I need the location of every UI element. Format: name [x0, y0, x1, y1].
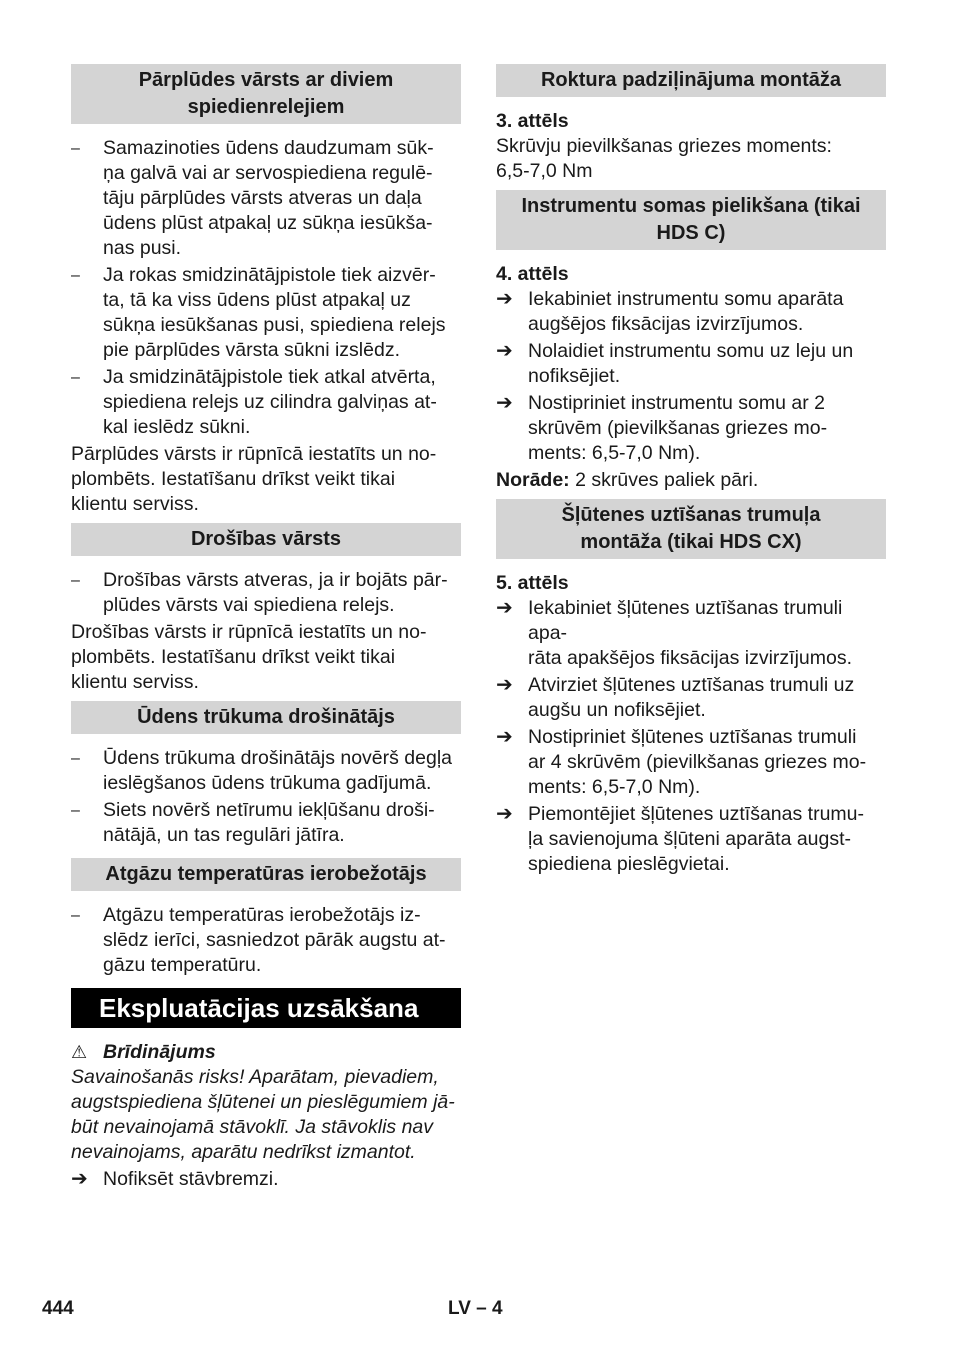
list-item — [496, 391, 886, 466]
list-item — [496, 596, 886, 671]
figure-reference: 5. attēls — [496, 572, 569, 594]
list-item-text: Samazinoties ūdens daudzumam sūk- ņa galvā vai ar servospiediena regulē- tāju pārplūdes vārsts atveras un daļa ūdens plūst atpakaļ uz sūkņa iesūkša- nas pusi. — [103, 137, 434, 259]
paragraph: Pārplūdes vārsts ir rūpnīcā iestatīts un no- plombēts. Iestatīšanu drīkst veikt tikai klientu serviss. — [71, 443, 437, 515]
section-heading-handle-recess: Roktura padziļinājuma montāža — [496, 64, 886, 97]
dash-marker: – — [71, 907, 80, 924]
list-item-text: Ūdens trūkuma drošinātājs novērš degļa ieslēgšanos ūdens trūkuma gadījumā. — [103, 747, 453, 794]
list-item-text: Nolaidiet instrumentu somu uz leju un nofiksējiet. — [528, 340, 854, 387]
list-item — [496, 673, 886, 723]
section-heading-overflow-valve: Pārplūdes vārsts ar diviem spiedienrelejiem — [71, 64, 461, 124]
right-column — [496, 64, 886, 879]
arrow-right-icon: ➔ — [496, 340, 513, 362]
arrow-right-icon: ➔ — [496, 392, 513, 414]
list-item-text: Atvirziet šļūtenes uztīšanas trumuli uz augšu un nofiksējiet. — [528, 674, 855, 721]
figure-reference: 3. attēls — [496, 110, 569, 132]
arrow-right-icon: ➔ — [496, 288, 513, 310]
section-heading-safety-valve: Drošības vārsts — [71, 523, 461, 556]
page-number: 444 — [42, 1298, 74, 1319]
list-item-text: Atgāzu temperatūras ierobežotājs iz- slēdz ierīci, sasniedzot pārāk augstu at- gāzu temperatūru. — [103, 904, 446, 976]
arrow-right-icon: ➔ — [496, 803, 513, 825]
page-language-label — [448, 1296, 503, 1321]
dash-marker: – — [71, 369, 80, 386]
list-item — [71, 1167, 461, 1192]
figure-reference: 4. attēls — [496, 263, 569, 285]
left-column — [71, 64, 461, 1194]
arrow-right-icon: ➔ — [71, 1168, 88, 1190]
section-heading-water-shortage-fuse: Ūdens trūkuma drošinātājs — [71, 701, 461, 734]
list-item-text: Nofiksēt stāvbremzi. — [103, 1168, 279, 1190]
list-item — [71, 746, 461, 796]
list-item — [71, 136, 461, 261]
list-item — [71, 568, 461, 618]
arrow-right-icon: ➔ — [496, 726, 513, 748]
warning-label: Brīdinājums — [103, 1041, 216, 1063]
section-heading-tool-bag: Instrumentu somas pielikšana (tikai HDS C) — [496, 190, 886, 250]
arrow-right-icon: ➔ — [496, 597, 513, 619]
paragraph: Drošības vārsts ir rūpnīcā iestatīts un no- plombēts. Iestatīšanu drīkst veikt tikai klientu serviss. — [71, 621, 427, 693]
list-item — [496, 287, 886, 337]
list-item-text: Drošības vārsts atveras, ja ir bojāts pār- plūdes vārsts vai spiediena relejs. — [103, 569, 448, 616]
sub-page-number: 4 — [492, 1298, 503, 1319]
list-item — [71, 798, 461, 848]
list-item-text: Piemontējiet šļūtenes uztīšanas trumu- ļa savienojuma šļūteni aparāta augst- spiediena pieslēgvietai. — [528, 803, 864, 875]
note-label: Norāde: — [496, 469, 570, 491]
list-item-text: Iekabiniet instrumentu somu aparāta augšējos fiksācijas izvirzījumos. — [528, 288, 844, 335]
list-item-text: Ja rokas smidzinātājpistole tiek aizvēr- ta, tā ka viss ūdens plūst atpakaļ uz sūkņa iesūkšanas pusi, spiediena relejs pie pārplūdes vārsta sūkni izslēdz. — [103, 264, 446, 361]
list-item — [496, 802, 886, 877]
language-code: LV — [448, 1298, 471, 1319]
list-item — [496, 725, 886, 800]
section-heading-hose-reel: Šļūtenes uztīšanas trumuļa montāža (tikai HDS CX) — [496, 499, 886, 559]
list-item — [71, 263, 461, 363]
list-item-text: Iekabiniet šļūtenes uztīšanas trumuli apa- rāta apakšējos fiksācijas izvirzījumos. — [528, 597, 853, 669]
arrow-right-icon: ➔ — [496, 674, 513, 696]
dash-marker: – — [71, 802, 80, 819]
list-item-text: Ja smidzinātājpistole tiek atkal atvērta, spiediena relejs uz cilindra galviņas at- kal ieslēdz sūkni. — [103, 366, 437, 438]
note — [496, 468, 886, 493]
warning-heading — [71, 1040, 461, 1065]
chapter-heading-start-up: Ekspluatācijas uzsākšana — [71, 988, 461, 1028]
dash-marker: – — [71, 750, 80, 767]
list-item-text: Nostipriniet instrumentu somu ar 2 skrūvēm (pievilkšanas griezes mo- ments: 6,5-7,0 Nm). — [528, 392, 828, 464]
list-item — [71, 365, 461, 440]
list-item — [496, 339, 886, 389]
list-item-text: Siets novērš netīrumu iekļūšanu droši- nātājā, un tas regulāri jātīra. — [103, 799, 435, 846]
dash-marker: – — [71, 140, 80, 157]
section-heading-exhaust-temp-limiter: Atgāzu temperatūras ierobežotājs — [71, 858, 461, 891]
list-item — [71, 903, 461, 978]
note-text: 2 skrūves paliek pāri. — [569, 469, 759, 491]
separator: – — [470, 1298, 492, 1319]
dash-marker: – — [71, 572, 80, 589]
list-item-text: Nostipriniet šļūtenes uztīšanas trumuli ar 4 skrūvēm (pievilkšanas griezes mo- ments: 6,5-7,0 Nm). — [528, 726, 867, 798]
warning-triangle-icon: ⚠ — [71, 1042, 88, 1062]
warning-text: Savainošanās risks! Aparātam, pievadiem, augstspiediena šļūtenei un pieslēgumiem jā- būt nevainojamā stāvoklī. Ja stāvoklis nav nevainojams, aparātu nedrīkst izmantot. — [71, 1066, 455, 1163]
paragraph: Skrūvju pievilkšanas griezes moments: 6,5-7,0 Nm — [496, 135, 832, 182]
dash-marker: – — [71, 267, 80, 284]
